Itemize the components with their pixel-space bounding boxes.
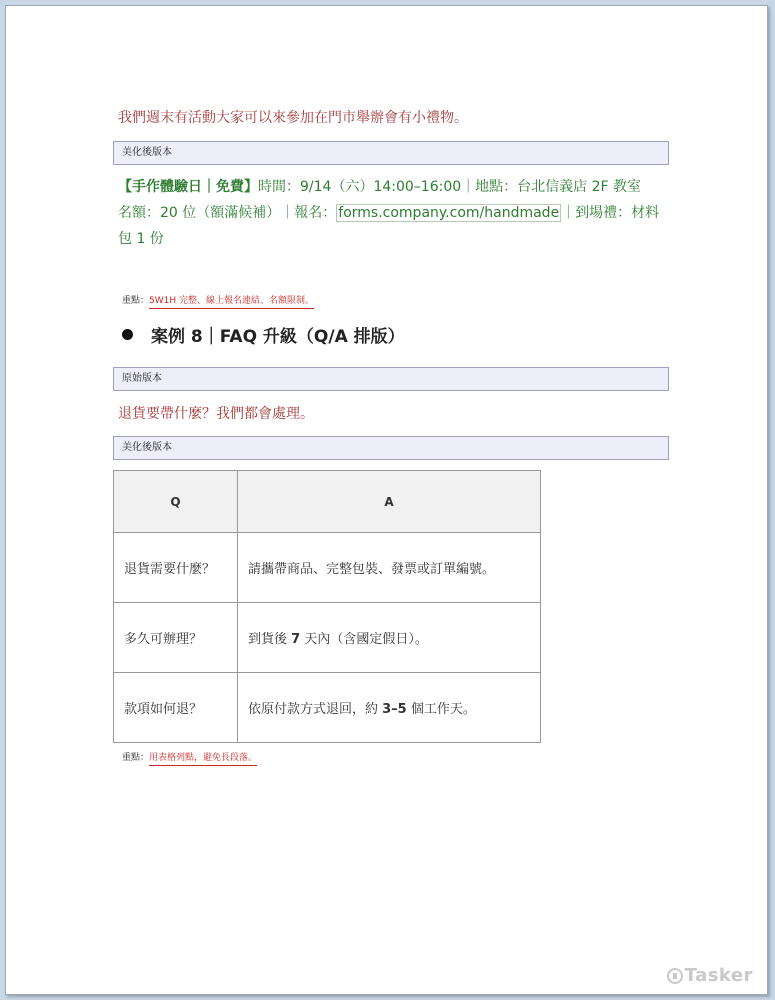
table-row — [114, 673, 541, 743]
faq-answer-emphasis: 3–5 — [382, 702, 407, 717]
improved-announcement — [118, 174, 663, 252]
case8-key-point — [122, 750, 257, 763]
faq-answer-emphasis: 7 — [291, 632, 301, 647]
faq-original-text: 退貨要帶什麼？我們都會處理。 — [118, 406, 314, 422]
faq-question: 款項如何退？ — [114, 673, 238, 743]
case8-heading-text: 案例 8｜FAQ 升級（Q/A 排版） — [151, 327, 405, 347]
tasker-watermark — [667, 965, 753, 986]
faq-improved-version-label: 美化後版本 — [113, 436, 669, 460]
faq-answer — [238, 603, 541, 673]
faq-answer-text-end: 個工作天。 — [406, 702, 476, 717]
announcement-quota: 20 位（額滿候補） — [160, 205, 281, 221]
faq-answer-text: 到貨後 — [248, 632, 292, 647]
original-version-label: 原始版本 — [113, 367, 669, 391]
key-point-prefix: 重點： — [122, 753, 150, 763]
announcement-gift: ｜到場禮：材料包 1 份 — [118, 205, 660, 247]
faq-answer — [238, 673, 541, 743]
watermark-text: Tasker — [684, 965, 753, 986]
faq-table-header-row — [114, 471, 541, 533]
faq-header-a: A — [238, 471, 541, 533]
announcement-time-place: 時間：9/14（六）14:00–16:00｜地點：台北信義店 2F 教室 — [258, 179, 641, 195]
case7-key-point — [122, 293, 314, 306]
faq-answer-text-end: 天內（含國定假日）。 — [300, 632, 428, 647]
table-row — [114, 533, 541, 603]
announcement-line-1 — [118, 174, 663, 200]
announcement-line-2 — [118, 200, 663, 252]
faq-answer-text: 依原付款方式退回，約 — [248, 702, 383, 717]
announcement-title: 【手作體驗日｜免費】 — [118, 179, 258, 195]
announcement-signup-prefix: ｜報名： — [280, 205, 337, 221]
faq-table — [113, 470, 541, 743]
table-row — [114, 603, 541, 673]
key-point-text: 5W1H 完整、線上報名連結、名額限制。 — [149, 296, 314, 309]
improved-version-label: 美化後版本 — [113, 141, 669, 165]
faq-question: 多久可辦理？ — [114, 603, 238, 673]
key-point-prefix: 重點： — [122, 296, 150, 306]
faq-answer-text: 請攜帶商品、完整包裝、發票或訂單編號。 — [248, 562, 496, 577]
faq-header-q: Q — [114, 471, 238, 533]
tasker-logo-icon — [667, 968, 683, 984]
faq-question: 退貨需要什麼？ — [114, 533, 238, 603]
key-point-text: 用表格列點，避免長段落。 — [149, 753, 257, 766]
bullet-icon — [122, 329, 133, 340]
document-page — [5, 5, 768, 995]
faq-answer — [238, 533, 541, 603]
case8-heading — [122, 322, 405, 347]
original-text-paragraph: 我們週末有活動大家可以來參加在門市舉辦會有小禮物。 — [118, 110, 468, 126]
announcement-quota-prefix: 名額： — [118, 205, 160, 221]
signup-link[interactable]: forms.company.com/handmade — [338, 205, 560, 221]
